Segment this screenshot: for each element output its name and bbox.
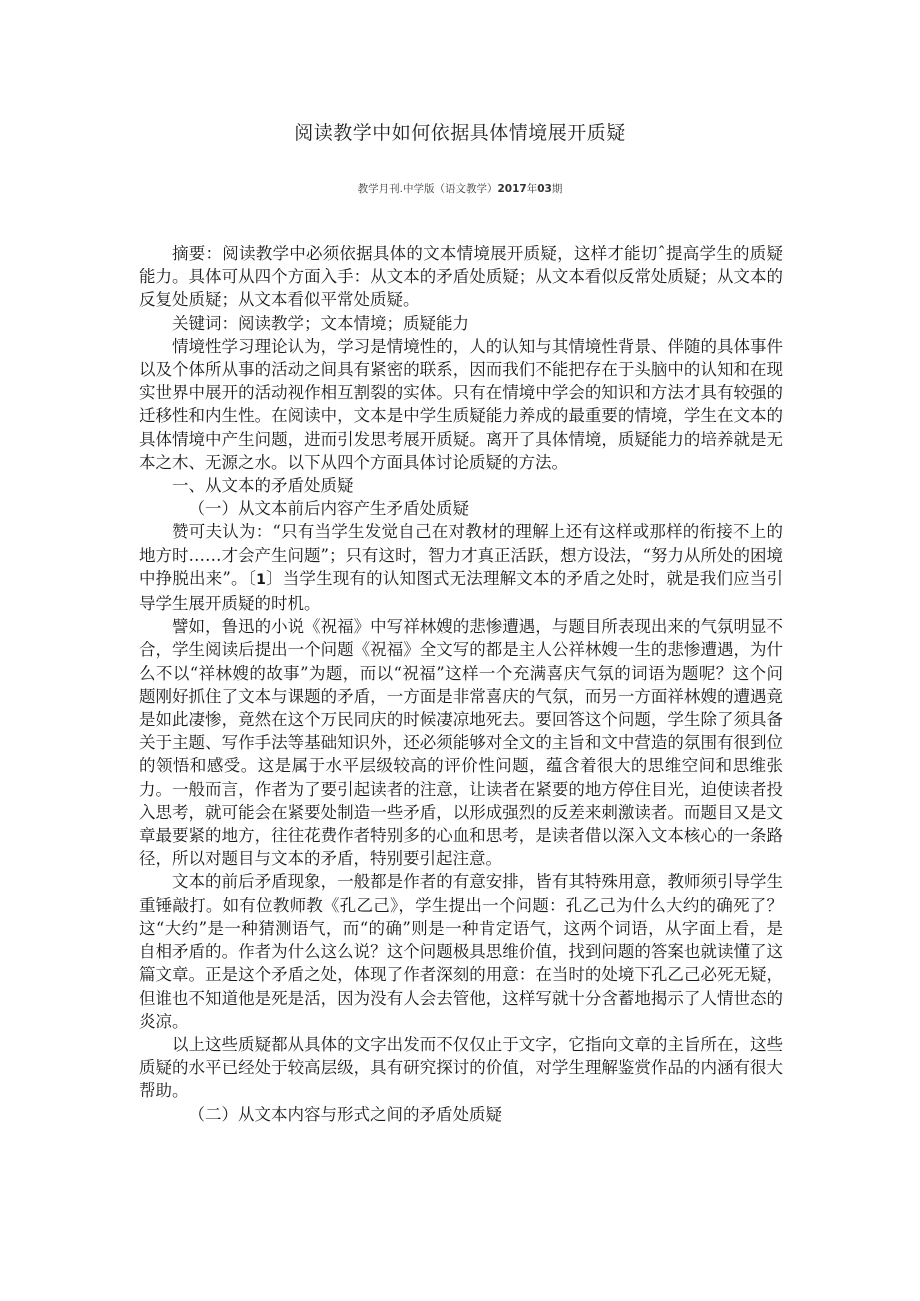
keywords-paragraph: 关键词：阅读教学；文本情境；质疑能力	[172, 313, 469, 333]
issue-number: 03	[537, 183, 552, 195]
zankefu-paragraph	[139, 520, 783, 615]
zhufu-paragraph: 譬如，鲁迅的小说《祝福》中写祥林嫂的悲惨遭遇，与题目所表现出来的气氛明显不合，学生阅读后提出一个问题《祝福》全文写的都是主人公祥林嫂一生的悲惨遭遇，为什么不以“祥林嫂的故事”为题，而以“祝福”这样一个充满喜庆气氛的词语为题呢？这个问题刚好抓住了文本与课题的矛盾，一方面是非常喜庆的气氛，而另一方面祥林嫂的遭遇竟是如此凄惨，竟然在这个万民同庆的时候凄凉地死去。要回答这个问题，学生除了须具备关于主题、写作手法等基础知识外，还必须能够对全文的主旨和文中营造的氛围有很到位的领悟和感受。这是属于水平层级较高的评价性问题，蕴含着很大的思维空间和思维张力。一般而言，作者为了要引起读者的注意，让读者在紧要的地方停住目光，迫使读者投入思考，就可能会在紧要处制造一些矛盾，以形成强烈的反差来刺激读者。而题目又是文章最要紧的地方，往往花费作者特别多的心血和思考，是读者借以深入文本核心的一条路径，所以对题目与文本的矛盾，特别要引起注意。	[139, 617, 783, 869]
article-title: 阅读教学中如何依据具体情境展开质疑	[294, 122, 626, 144]
section-heading-1: 一、从文本的矛盾处质疑	[172, 476, 354, 496]
summary-paragraph: 以上这些质疑都从具体的文字出发而不仅仅止于文字，它指向文章的主旨所在，这些质疑的水平已经处于较高层级，具有研究探讨的价值，对学生理解鉴赏作品的内涵有很大帮助。	[139, 1034, 783, 1101]
citation-ref: 1	[256, 571, 266, 588]
zankefu-text-b: 〕当学生现有的认知图式无法理解文本的矛盾之处时，就是我们应当引导学生展开质疑的时机。	[139, 568, 784, 614]
kongyiji-paragraph: 文本的前后矛盾现象，一般都是作者的有意安排，皆有其特殊用意，教师须引导学生重锤敲打。如有位教师教《孔乙己》，学生提出一个问题：孔乙己为什么大约的确死了？这“大约”是一种猜测语气，而“的确”则是一种肯定语气，这两个词语，从字面上看，是自相矛盾的。作者为什么这么说？这个问题极具思维价值，找到问题的答案也就读懂了这篇文章。正是这个矛盾之处，体现了作者深刻的用意：在当时的处境下孔乙己必死无疑，但谁也不知道他是死是活，因为没有人会去管他，这样写就十分含蓄地揭示了人情世态的炎凉。	[139, 872, 783, 1031]
subsection-heading-1-1: （一）从文本前后内容产生矛盾处质疑	[188, 499, 469, 519]
article-body	[139, 242, 783, 1126]
zankefu-text-a: 赞可夫认为：“只有当学生发觉自己在对教材的理解上还有这样或那样的衔接不上的地方时……才会产生问题”；只有这时，智力才真正活跃，想方设法，“努力从所处的困境中挣脱出来”。〔	[139, 522, 783, 588]
issue-unit: 期	[551, 183, 563, 195]
abstract-paragraph: 摘要：阅读教学中必须依据具体的文本情境展开质疑，这样才能切ˆ提高学生的质疑能力。具体可从四个方面入手：从文本的矛盾处质疑；从文本看似反常处质疑；从文本的反复处质疑；从文本看似平常处质疑。	[139, 244, 783, 310]
year: 2017	[497, 183, 527, 195]
year-unit: 年	[526, 183, 538, 195]
intro-paragraph: 情境性学习理论认为，学习是情境性的，人的认知与其情境性背景、伴随的具体事件以及个体所从事的活动之间具有紧密的联系，因而我们不能把存在于头脑中的认知和在现实世界中展开的活动视作相互割裂的实体。只有在情境中学会的知识和方法才具有较强的迁移性和内生性。在阅读中，文本是中学生质疑能力养成的最重要的情境，学生在文本的具体情境中产生问题，进而引发思考展开质疑。离开了具体情境，质疑能力的培养就是无本之木、无源之水。以下从四个方面具体讨论质疑的方法。	[139, 336, 783, 472]
subsection-heading-1-2: （二）从文本内容与形式之间的矛盾处质疑	[188, 1104, 502, 1124]
journal-name: 教学月刊.中学版（语文教学）	[357, 183, 498, 195]
article-source	[0, 181, 920, 196]
